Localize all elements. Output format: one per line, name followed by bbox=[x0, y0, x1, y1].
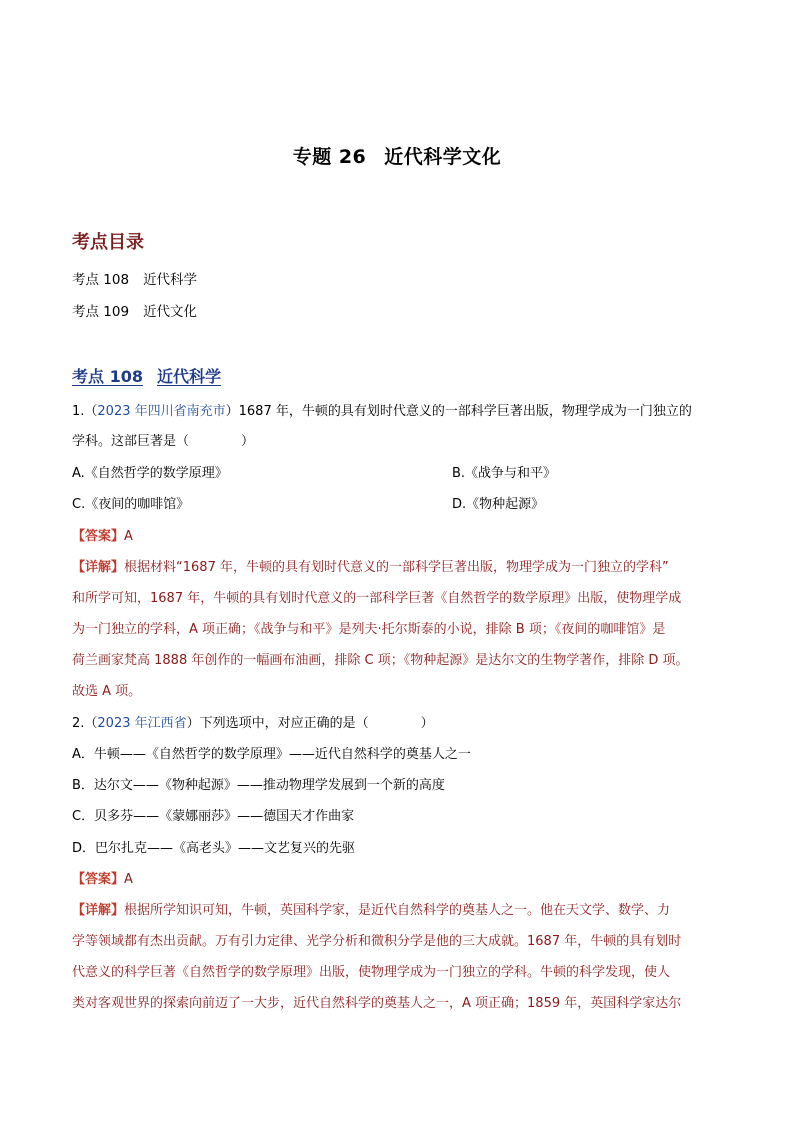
section-code: 考点 108 bbox=[72, 367, 143, 386]
q1-source-close: ） bbox=[225, 404, 239, 419]
q2-option-b: B．达尔文——《物种起源》——推动物理学发展到一个新的高度 bbox=[72, 778, 445, 793]
q1-option-c: C.《夜间的咖啡馆》 bbox=[72, 497, 190, 512]
toc-item[interactable] bbox=[72, 300, 197, 320]
q1-detail-line4: 荷兰画家梵高 1888 年创作的一幅画布油画，排除 C 项；《物种起源》是达尔文的生物学著作，排除 D 项。 bbox=[72, 653, 689, 668]
page-title bbox=[0, 142, 794, 169]
q2-source-close: ） bbox=[186, 716, 200, 731]
q1-detail-line5: 故选 A 项。 bbox=[72, 684, 142, 699]
q1-detail-line1 bbox=[72, 558, 724, 578]
q1-stem-line1 bbox=[72, 402, 724, 422]
q2-detail-line3: 代意义的科学巨著《自然哲学的数学原理》出版，使物理学成为一门独立的学科。牛顿的科学发现，使人 bbox=[72, 965, 671, 980]
toc-item-code: 考点 109 bbox=[72, 304, 130, 320]
q2-detail-line4: 类对客观世界的探索向前迈了一大步，近代自然科学的奠基人之一，A 项正确；1859 年，英国科学家达尔 bbox=[72, 996, 682, 1011]
title-name: 近代科学文化 bbox=[384, 146, 502, 168]
detail-label: 【详解】 bbox=[72, 903, 125, 918]
toc-item-code: 考点 108 bbox=[72, 272, 130, 288]
q1-source: 2023 年四川省南充市 bbox=[97, 404, 226, 419]
q2-detail-line2: 学等领域都有杰出贡献。万有引力定律、光学分析和微积分学是他的三大成就。1687 年，牛顿的具有划时 bbox=[72, 934, 682, 949]
q2-answer bbox=[72, 870, 724, 890]
q1-option-a: A.《自然哲学的数学原理》 bbox=[72, 466, 228, 481]
answer-value: A bbox=[124, 529, 133, 544]
answer-label: 【答案】 bbox=[72, 529, 125, 544]
q2-option-a: A．牛顿——《自然哲学的数学原理》——近代自然科学的奠基人之一 bbox=[72, 747, 471, 762]
q1-number: 1.（ bbox=[72, 404, 98, 419]
q2-detail-line1 bbox=[72, 901, 724, 921]
section-heading bbox=[72, 364, 221, 387]
detail-label: 【详解】 bbox=[72, 560, 125, 575]
section-name: 近代科学 bbox=[156, 367, 221, 386]
q1-detail-line3: 为一门独立的学科，A 项正确；《战争与和平》是列夫·托尔斯泰的小说，排除 B 项；《夜间的咖啡馆》是 bbox=[72, 622, 666, 637]
q2-text: 下列选项中，对应正确的是（ ） bbox=[199, 716, 434, 731]
toc-item-name: 近代科学 bbox=[143, 272, 198, 288]
q2-option-c: C．贝多芬——《蒙娜丽莎》——德国天才作曲家 bbox=[72, 809, 355, 824]
q1-options-row1 bbox=[72, 464, 724, 484]
q2-source: 2023 年江西省 bbox=[97, 716, 187, 731]
q1-option-d: D.《物种起源》 bbox=[452, 497, 545, 512]
q1-stem-line2: 学科。这部巨著是（ ） bbox=[72, 434, 255, 449]
q2-option-d: D．巴尔扎克——《高老头》——文艺复兴的先驱 bbox=[72, 841, 356, 856]
answer-label: 【答案】 bbox=[72, 872, 125, 887]
toc-item-name: 近代文化 bbox=[143, 304, 198, 320]
q1-options-row2 bbox=[72, 495, 724, 515]
q2-stem bbox=[72, 714, 724, 734]
toc-item[interactable] bbox=[72, 268, 197, 288]
q2-number: 2.（ bbox=[72, 716, 98, 731]
detail-text: 根据材料“1687 年，牛顿的具有划时代意义的一部科学巨著出版，物理学成为一门独立的学科” bbox=[124, 560, 669, 575]
q1-detail-line2: 和所学可知，1687 年，牛顿的具有划时代意义的一部科学巨著《自然哲学的数学原理》出版，使物理学成 bbox=[72, 591, 682, 606]
q1-answer bbox=[72, 527, 724, 547]
answer-value: A bbox=[124, 872, 133, 887]
title-label: 专题 26 bbox=[292, 146, 367, 168]
q1-text: 1687 年，牛顿的具有划时代意义的一部科学巨著出版，物理学成为一门独立的 bbox=[238, 404, 692, 419]
detail-text: 根据所学知识可知，牛顿，英国科学家，是近代自然科学的奠基人之一。他在天文学、数学、力 bbox=[124, 903, 671, 918]
q1-option-b: B.《战争与和平》 bbox=[452, 466, 557, 481]
toc-heading: 考点目录 bbox=[72, 232, 144, 253]
